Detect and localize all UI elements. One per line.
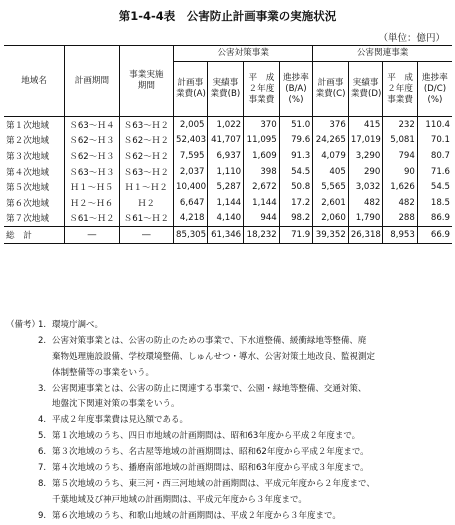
col-b-rate-label-1: 進捗率 — [422, 72, 448, 83]
note-text: 第４次地域のうち、播磨南部地域の計画期間は、昭和63年度から平成３年度まで。 — [52, 463, 369, 474]
cell-region: 第６次地域 — [6, 198, 49, 209]
note-number: 4. — [38, 415, 47, 426]
note-4 — [6, 413, 452, 429]
cell-b-h2: 5,081 — [383, 133, 418, 149]
note-6 — [6, 445, 452, 461]
cell-a-plan: 52,403 — [174, 133, 207, 149]
cell-b-plan: 2,601 — [313, 195, 349, 211]
note-number: 3. — [38, 383, 47, 394]
cell-b-h2: 90 — [383, 164, 418, 180]
table-row — [4, 195, 452, 211]
note-text: 地盤沈下関連対策の事業をいう。 — [52, 399, 180, 410]
col-b-result — [348, 62, 383, 117]
cell-b-h2: 8,953 — [383, 227, 418, 244]
cell-a-result: 4,140 — [207, 211, 244, 227]
note-text: 棄物処理施設設備、学校環境整備、しゅんせつ・導水、公害対策土地改良、監視測定 — [52, 351, 376, 362]
col-a-rate-label-1: 進捗率 — [283, 72, 309, 83]
cell-region: 第５次地域 — [6, 183, 49, 194]
note-text: 第１次地域のうち、四日市地域の計画期間は、昭和63年度から平成２年度まで。 — [52, 431, 361, 442]
col-a-h2-label-3: 事業費 — [248, 94, 275, 105]
cell-b-result: 17,019 — [348, 133, 383, 149]
col-a-rate — [279, 62, 313, 117]
group-pollution-control-label: 公害対策事業 — [217, 48, 269, 59]
note-text: 第５次地域のうち、東三河・西三河地域の計画期間は、平成元年度から２年度まで、 — [52, 478, 375, 489]
cell-a-plan: 6,647 — [174, 195, 207, 211]
note-text: 平成２年度事業費は見込額である。 — [52, 415, 189, 426]
col-a-h2-label-1: 平 成 — [248, 72, 275, 83]
group-pollution-related-label: 公害関連事業 — [356, 48, 409, 59]
cell-period: Ｓ63～Ｈ３ — [65, 164, 119, 180]
cell-a-result: 41,707 — [207, 133, 244, 149]
cell-b-plan: 4,079 — [313, 148, 349, 164]
note-text: 千葉地域及び神戸地域の計画期間は、平成元年度から３年度まで。 — [52, 494, 307, 505]
cell-b-rate: 86.9 — [417, 211, 452, 227]
col-region-label: 地域名 — [21, 75, 47, 86]
cell-b-result: 482 — [348, 195, 383, 211]
col-a-plan — [174, 62, 207, 117]
cell-period: Ｓ63～Ｈ４ — [65, 117, 119, 133]
cell-impl: Ｓ63～Ｈ２ — [119, 117, 173, 133]
col-b-result-label-2: 業費(D) — [350, 89, 382, 100]
cell-b-plan: 24,265 — [313, 133, 349, 149]
cell-region: 第３次地域 — [6, 151, 49, 162]
cell-a-rate: 98.2 — [279, 211, 313, 227]
col-a-result — [207, 62, 244, 117]
cell-region: 第２次地域 — [6, 136, 49, 147]
col-b-h2-label-2: ２年度 — [387, 83, 413, 94]
cell-b-h2: 794 — [383, 148, 418, 164]
col-b-plan-label-1: 計画事 — [317, 78, 344, 89]
cell-period: Ｈ２～Ｈ６ — [65, 195, 119, 211]
col-a-result-label-1: 実績事 — [212, 78, 239, 89]
cell-a-h2: 1,609 — [244, 148, 280, 164]
note-number: 7. — [38, 463, 47, 474]
col-a-rate-label-2: (B/A) — [285, 83, 307, 94]
col-region — [4, 46, 65, 117]
note-number: 8. — [38, 478, 47, 489]
cell-b-rate: 66.9 — [417, 227, 452, 244]
cell-a-result: 1,110 — [207, 164, 244, 180]
cell-b-rate: 80.7 — [417, 148, 452, 164]
cell-a-rate: 91.3 — [279, 148, 313, 164]
note-1 — [6, 318, 452, 334]
cell-a-plan: 7,595 — [174, 148, 207, 164]
cell-impl: Ｓ62～Ｈ２ — [119, 133, 173, 149]
cell-impl: Ｓ61～Ｈ２ — [119, 211, 173, 227]
cell-a-h2: 398 — [244, 164, 280, 180]
cell-b-rate: 71.6 — [417, 164, 452, 180]
cell-a-result: 1,144 — [207, 195, 244, 211]
col-impl-period — [119, 46, 173, 117]
cell-impl: Ｓ63～Ｈ２ — [119, 164, 173, 180]
cell-b-result: 1,790 — [348, 211, 383, 227]
cell-a-plan: 2,037 — [174, 164, 207, 180]
cell-b-rate: 54.5 — [417, 179, 452, 195]
note-3 — [6, 382, 452, 414]
note-text: 第６次地域のうち、和歌山地域の計画期間は、平成２年度から３年度まで。 — [52, 510, 341, 521]
col-a-plan-label-2: 業費(A) — [176, 89, 206, 100]
table-row — [4, 179, 452, 195]
cell-b-plan: 2,060 — [313, 211, 349, 227]
note-number: 5. — [38, 431, 47, 442]
col-b-plan-label-2: 業費(C) — [315, 89, 346, 100]
cell-a-rate: 51.0 — [279, 117, 313, 133]
cell-b-h2: 1,626 — [383, 179, 418, 195]
project-status-table — [4, 45, 452, 244]
cell-region: 第４次地域 — [6, 167, 49, 178]
table-row — [4, 133, 452, 149]
note-2 — [6, 334, 452, 382]
cell-b-rate: 18.5 — [417, 195, 452, 211]
cell-region: 第７次地域 — [6, 214, 49, 225]
cell-a-plan: 2,005 — [174, 117, 207, 133]
cell-b-plan: 405 — [313, 164, 349, 180]
col-b-plan — [313, 62, 349, 117]
cell-b-result: 26,318 — [348, 227, 383, 244]
col-a-rate-label-3: (%) — [288, 94, 304, 105]
cell-region: 総 計 — [4, 227, 65, 244]
group-pollution-related — [313, 46, 452, 62]
cell-a-plan: 10,400 — [174, 179, 207, 195]
cell-a-h2: 11,095 — [244, 133, 280, 149]
note-number: 1. — [38, 320, 47, 330]
cell-b-rate: 110.4 — [417, 117, 452, 133]
notes-section — [6, 318, 452, 525]
cell-a-h2: 370 — [244, 117, 280, 133]
col-a-plan-label-1: 計画事 — [177, 78, 204, 89]
cell-b-result: 3,032 — [348, 179, 383, 195]
note-7 — [6, 461, 452, 477]
group-pollution-control — [174, 46, 313, 62]
cell-a-rate: 79.6 — [279, 133, 313, 149]
table-row — [4, 148, 452, 164]
table-total-row — [4, 227, 452, 244]
col-b-rate-label-3: (%) — [427, 94, 443, 105]
note-8 — [6, 477, 452, 509]
col-b-h2-label-3: 事業費 — [387, 94, 413, 105]
cell-a-plan: 4,218 — [174, 211, 207, 227]
cell-b-plan: 39,352 — [313, 227, 349, 244]
cell-impl: Ｈ１～Ｈ２ — [119, 179, 173, 195]
cell-a-h2: 18,232 — [244, 227, 280, 244]
cell-a-result: 5,287 — [207, 179, 244, 195]
cell-a-rate: 50.8 — [279, 179, 313, 195]
note-text: 第３次地域のうち、名古屋等地域の計画期間は、昭和62年度から平成２年度まで。 — [52, 447, 369, 458]
cell-region: 第１次地域 — [6, 120, 49, 131]
col-b-rate-label-2: (D/C) — [423, 83, 447, 94]
cell-b-plan: 376 — [313, 117, 349, 133]
cell-b-rate: 70.1 — [417, 133, 452, 149]
col-b-h2-label-1: 平 成 — [387, 72, 413, 83]
cell-a-h2: 1,144 — [244, 195, 280, 211]
cell-a-plan: 85,305 — [174, 227, 207, 244]
note-text: 環境庁調べ。 — [52, 320, 104, 330]
cell-impl: Ｈ２ — [119, 195, 173, 211]
cell-a-result: 61,346 — [207, 227, 244, 244]
col-a-result-label-2: 業費(B) — [210, 89, 241, 100]
cell-b-h2: 232 — [383, 117, 418, 133]
cell-a-h2: 2,672 — [244, 179, 280, 195]
cell-period: Ｓ61～Ｈ２ — [65, 211, 119, 227]
cell-b-h2: 288 — [383, 211, 418, 227]
table-title: 第1-4-4表 公害防止計画事業の実施状況 — [118, 9, 337, 23]
col-period — [65, 46, 119, 117]
col-a-h2-label-2: ２年度 — [248, 83, 275, 94]
cell-a-rate: 17.2 — [279, 195, 313, 211]
cell-b-result: 290 — [348, 164, 383, 180]
cell-b-result: 415 — [348, 117, 383, 133]
note-text: 公害対策事業とは、公害の防止のための事業で、下水道整備、緩衝緑地等整備、廃 — [52, 335, 367, 346]
cell-period: Ｓ62～Ｈ３ — [65, 148, 119, 164]
cell-a-h2: 944 — [244, 211, 280, 227]
cell-period: Ｓ62～Ｈ３ — [65, 133, 119, 149]
unit-label: （単位：億円） — [378, 33, 445, 44]
cell-a-rate: 54.5 — [279, 164, 313, 180]
note-9 — [6, 509, 452, 525]
note-text: 公害関連事業とは、公害の防止に関連する事業で、公園・緑地等整備、交通対策、 — [52, 383, 367, 394]
col-period-label: 計画期間 — [74, 75, 110, 86]
cell-a-result: 1,022 — [207, 117, 244, 133]
table-row — [4, 211, 452, 227]
note-text: 体制整備等の事業をいう。 — [52, 367, 155, 378]
note-number: 2. — [38, 335, 47, 346]
cell-b-plan: 5,565 — [313, 179, 349, 195]
cell-b-h2: 482 — [383, 195, 418, 211]
note-5 — [6, 429, 452, 445]
col-b-result-label-1: 実績事 — [352, 78, 379, 89]
cell-period: Ｈ１～Ｈ５ — [65, 179, 119, 195]
note-number: 9. — [38, 510, 47, 521]
table-row — [4, 117, 452, 133]
cell-a-result: 6,937 — [207, 148, 244, 164]
col-b-rate — [417, 62, 452, 117]
col-a-h2 — [244, 62, 280, 117]
col-impl-label-2: 期間 — [137, 81, 155, 91]
cell-impl: Ｓ62～Ｈ２ — [119, 148, 173, 164]
col-impl-label-1: 事業実施 — [129, 70, 164, 80]
note-number: 6. — [38, 447, 47, 458]
col-b-h2 — [383, 62, 418, 117]
cell-period: ― — [65, 227, 119, 244]
table-row — [4, 164, 452, 180]
notes-label: （備考） — [6, 320, 41, 330]
cell-impl: ― — [119, 227, 173, 244]
cell-b-result: 3,290 — [348, 148, 383, 164]
cell-a-rate: 71.9 — [279, 227, 313, 244]
